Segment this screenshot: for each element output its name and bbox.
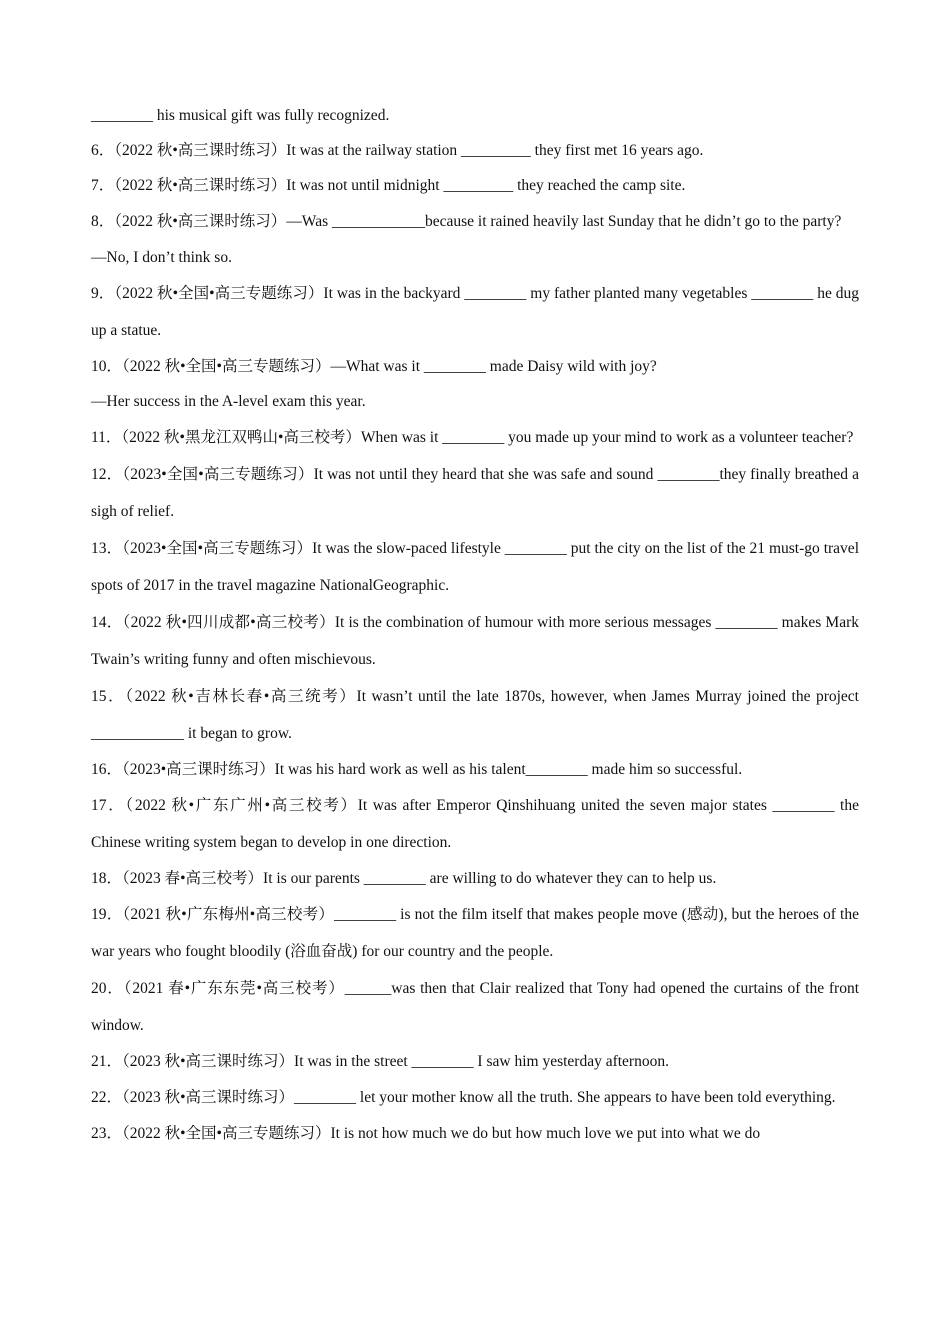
question-7: 7．（2022 秋•高三课时练习）It was not until midnight _________ they reached the camp site. (91, 177, 686, 194)
question-21: 21．（2023 秋•高三课时练习）It was in the street ________ I saw him yesterday afternoon. (91, 1053, 669, 1070)
question-20: 20．（2021 春•广东东莞•高三校考）______was then that Clair realized that Tony had opened the curtains of the front window. (91, 980, 859, 1034)
question-10: 10．（2022 秋•全国•高三专题练习）—What was it ________ made Daisy wild with joy? (91, 358, 657, 375)
question-9: 9．（2022 秋•全国•高三专题练习）It was in the backyard ________ my father planted many vegetables ________ he dug up a statue. (91, 285, 859, 339)
question-15: 15．（2022 秋•吉林长春•高三统考）It wasn’t until the late 1870s, however, when James Murray joined the project ____________ it began to grow. (91, 688, 859, 742)
question-22: 22．（2023 秋•高三课时练习）________ let your mother know all the truth. She appears to have been told everything. (91, 1089, 836, 1106)
question-5-continuation: ________ his musical gift was fully recognized. (91, 107, 390, 124)
question-14: 14．（2022 秋•四川成都•高三校考）It is the combination of humour with more serious messages ________ makes Mark Twain’s writing funny and often mischievous. (91, 614, 859, 668)
question-13: 13．（2023•全国•高三专题练习）It was the slow-paced lifestyle ________ put the city on the list of the 21 must-go travel spots of 2017 in the travel magazine NationalGeographic. (91, 540, 859, 594)
question-10-answer: —Her success in the A-level exam this year. (91, 393, 366, 410)
question-17: 17．（2022 秋•广东广州•高三校考）It was after Emperor Qinshihuang united the seven major states ________ the Chinese writing system began to develop in one direction. (91, 797, 859, 851)
question-19: 19．（2021 秋•广东梅州•高三校考）________ is not the film itself that makes people move (感动), but the heroes of the war years who fought bloodily (浴血奋战) for our country and the people. (91, 906, 859, 960)
question-18: 18．（2023 春•高三校考）It is our parents ________ are willing to do whatever they can to help us. (91, 870, 717, 887)
question-16: 16．（2023•高三课时练习）It was his hard work as well as his talent________ made him so successful. (91, 761, 743, 778)
question-8: 8．（2022 秋•高三课时练习）—Was ____________because it rained heavily last Sunday that he didn’t go to the party? (91, 213, 842, 230)
question-6: 6．（2022 秋•高三课时练习）It was at the railway station _________ they first met 16 years ago. (91, 142, 704, 159)
question-12: 12．（2023•全国•高三专题练习）It was not until they heard that she was safe and sound ________they finally breathed a sigh of relief. (91, 466, 859, 520)
question-8-answer: —No, I don’t think so. (91, 249, 232, 266)
question-11: 11．（2022 秋•黑龙江双鸭山•高三校考）When was it ________ you made up your mind to work as a volunteer teacher? (91, 429, 854, 446)
question-23: 23．（2022 秋•全国•高三专题练习）It is not how much we do but how much love we put into what we do (91, 1125, 761, 1142)
